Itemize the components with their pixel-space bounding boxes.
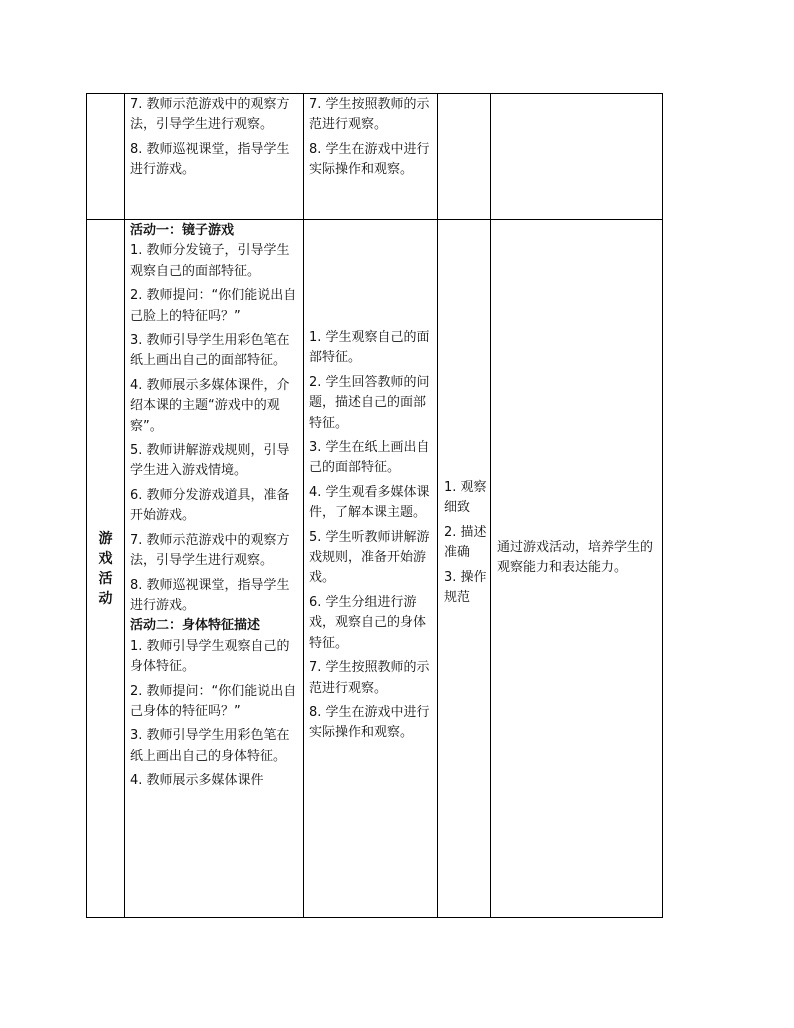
teacher-activity-cell (125, 94, 304, 220)
purpose-cell (491, 220, 663, 918)
teacher-step: 2. 教师提问：“你们能说出自己脸上的特征吗？” (130, 288, 297, 324)
student-step: 6. 学生分组进行游戏，观察自己的身体特征。 (309, 594, 427, 651)
teacher-step: 7. 教师示范游戏中的观察方法，引导学生进行观察。 (130, 97, 290, 133)
evaluation-cell (438, 94, 491, 220)
teacher-step: 8. 教师巡视课堂，指导学生进行游戏。 (130, 141, 290, 178)
student-step: 5. 学生听教师讲解游戏规则，准备开始游戏。 (309, 529, 430, 586)
student-step: 7. 学生按照教师的示范进行观察。 (309, 97, 430, 133)
student-step: 4. 学生观看多媒体课件，了解本课主题。 (309, 484, 430, 521)
evaluation-cell (438, 220, 491, 918)
teacher-step: 3. 教师引导学生用彩色笔在纸上画出自己的面部特征。 (130, 333, 290, 369)
student-step: 3. 学生在纸上画出自己的面部特征。 (309, 440, 430, 476)
student-step: 8. 学生在游戏中进行实际操作和观察。 (309, 141, 430, 178)
lesson-plan-table (86, 93, 663, 918)
teacher-step: 4. 教师展示多媒体课件 (130, 773, 264, 789)
evaluation-item: 1. 观察细致 (444, 480, 487, 516)
teacher-activity-cell (125, 220, 304, 918)
teacher-step: 5. 教师讲解游戏规则，引导学生进入游戏情境。 (130, 443, 290, 479)
student-step: 2. 学生回答教师的问题，描述自己的面部特征。 (309, 374, 430, 431)
student-step: 8. 学生在游戏中进行实际操作和观察。 (309, 704, 430, 741)
teacher-step: 1. 教师分发镜子，引导学生观察自己的面部特征。 (130, 243, 290, 279)
table-row (87, 220, 663, 918)
student-activity-cell (304, 94, 438, 220)
purpose-cell (491, 94, 663, 220)
teacher-step: 3. 教师引导学生用彩色笔在纸上画出自己的身体特征。 (130, 728, 290, 764)
section-label-cell (87, 94, 125, 220)
student-activity-cell (304, 220, 438, 918)
activity-title: 活动二：身体特征描述 (130, 618, 261, 634)
section-label-cell (87, 220, 125, 918)
teacher-step: 7. 教师示范游戏中的观察方法，引导学生进行观察。 (130, 532, 290, 569)
design-purpose: 通过游戏活动，培养学生的观察能力和表达能力。 (497, 540, 654, 576)
teacher-step: 4. 教师展示多媒体课件，介绍本课的主题“游戏中的观察”。 (130, 377, 290, 434)
student-step: 7. 学生按照教师的示范进行观察。 (309, 660, 430, 696)
teacher-step: 6. 教师分发游戏道具，准备开始游戏。 (130, 487, 290, 524)
teacher-step: 1. 教师引导学生观察自己的身体特征。 (130, 638, 290, 675)
teacher-step: 2. 教师提问：“你们能说出自己身体的特征吗？” (130, 683, 297, 719)
evaluation-item: 2. 描述准确 (444, 524, 487, 561)
student-step: 1. 学生观察自己的面部特征。 (309, 330, 430, 366)
section-label: 游戏活动 (98, 530, 113, 607)
table-row (87, 94, 663, 220)
activity-title: 活动一：镜子游戏 (130, 223, 235, 238)
evaluation-item: 3. 操作规范 (444, 569, 487, 606)
teacher-step: 8. 教师巡视课堂，指导学生进行游戏。 (130, 577, 290, 613)
